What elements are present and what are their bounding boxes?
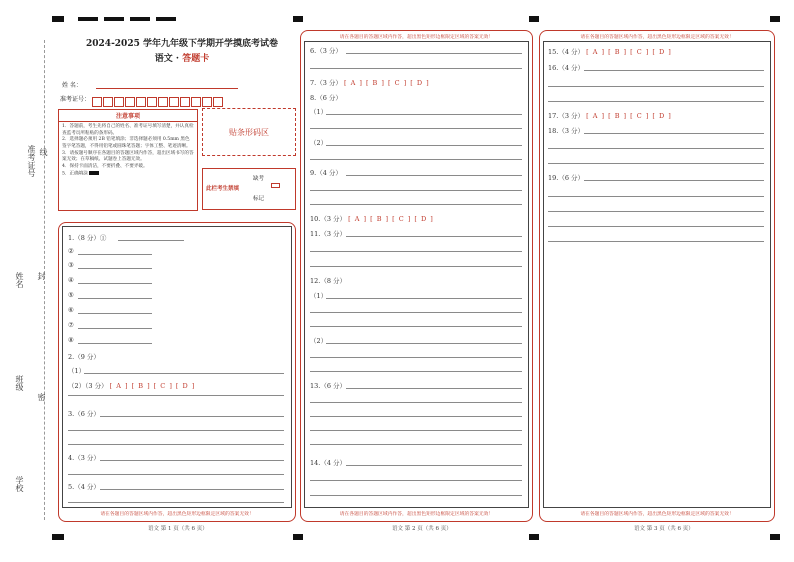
timing-mark (52, 534, 64, 540)
absent-missing-label: 缺考 (253, 176, 265, 182)
q7-options[interactable]: [ A ] [ B ] [ C ] [ D ] (343, 79, 430, 87)
answer-line[interactable] (68, 395, 284, 396)
answer-line[interactable] (310, 444, 522, 445)
answer-line[interactable] (68, 502, 284, 503)
timing-mark (130, 17, 150, 21)
exam-title: 2024-2025 学年九年级下学期开学摸底考试卷 (86, 39, 278, 49)
timing-mark (293, 16, 303, 22)
answer-line[interactable] (78, 254, 152, 255)
answer-line[interactable] (346, 388, 522, 389)
timing-mark (78, 17, 98, 21)
q8-1-label: （1） (310, 108, 328, 116)
answer-line[interactable] (100, 460, 284, 461)
notice-item-fill-example: 5．正确填涂 (62, 171, 194, 178)
q1-sub: ⑧ (68, 336, 74, 344)
answer-line[interactable] (326, 114, 522, 115)
q1-sub: ⑦ (68, 321, 74, 329)
barcode-area: 贴条形码区 (202, 108, 296, 156)
notice-item: 4．保持卡面清洁，不要折叠、不要弄破。 (62, 163, 148, 169)
q9-label: 9.（4 分） (310, 169, 342, 177)
side-label-school: 学校 (15, 476, 24, 492)
absent-box (202, 168, 296, 210)
q8-2-label: （2） (310, 139, 328, 147)
q1-sub: ⑤ (68, 291, 74, 299)
answer-line[interactable] (326, 298, 522, 299)
answer-line[interactable] (78, 328, 152, 329)
answer-line[interactable] (548, 148, 764, 149)
answer-line[interactable] (100, 489, 284, 490)
q6-label: 6.（3 分） (310, 47, 342, 55)
answer-line[interactable] (100, 416, 284, 417)
subject-suffix: 答题卡 (182, 54, 210, 64)
notice-item: 3．请按题号顺序在各题目的答题区域内作答，超出区域书写的答案无效；在草稿纸、试题卷上答题无效。 (62, 150, 194, 163)
answer-line[interactable] (310, 480, 522, 481)
warning-bottom-p3: 请在各题目的答题区域内作答，超出黑色矩形边框限定区域的答案无效！ (580, 512, 734, 517)
answer-line[interactable] (548, 163, 764, 164)
answer-line[interactable] (310, 68, 522, 69)
answer-line[interactable] (310, 159, 522, 160)
q2-1-label: （1） (68, 367, 86, 375)
answer-line[interactable] (310, 251, 522, 252)
q1-sub: ⑥ (68, 306, 74, 314)
warning-top-p2: 请在各题目的答题区域内作答，超出黑色矩形边框限定区域的答案无效！ (339, 35, 494, 40)
answer-line[interactable] (548, 211, 764, 212)
answer-line[interactable] (310, 495, 522, 496)
footer-page2: 语文 第 2 页（共 6 页） (392, 526, 452, 532)
side-label-exam-no: 准考证号 (27, 145, 36, 177)
answer-line[interactable] (310, 326, 522, 327)
q1-sub: ④ (68, 276, 74, 284)
answer-line[interactable] (310, 402, 522, 403)
answer-line[interactable] (68, 430, 284, 431)
answer-line[interactable] (118, 240, 184, 241)
timing-mark (529, 16, 539, 22)
binding-line (44, 40, 45, 520)
q17-label: 17.（3 分） [ A ] [ B ] [ C ] [ D ] (548, 112, 672, 120)
answer-line[interactable] (78, 283, 152, 284)
timing-mark (770, 16, 780, 22)
q15-options[interactable]: [ A ] [ B ] [ C ] [ D ] (586, 48, 672, 56)
answer-line[interactable] (310, 312, 522, 313)
notice-box (58, 109, 198, 211)
warning-top-p3: 请在各题目的答题区域内作答，超出黑色矩形边框限定区域的答案无效！ (580, 35, 734, 40)
answer-line[interactable] (310, 430, 522, 431)
exam-no-label: 准考证号： (60, 96, 91, 103)
answer-line[interactable] (584, 133, 764, 134)
timing-mark (104, 17, 124, 21)
q12-label: 12.（8 分） (310, 277, 347, 285)
side-label-line: 线 (39, 148, 48, 156)
footer-page1: 语文 第 1 页（共 6 页） (148, 526, 208, 532)
q8-label: 8.（6 分） (310, 94, 342, 102)
q2-options[interactable]: [ A ] [ B ] [ C ] [ D ] (109, 382, 196, 390)
answer-line[interactable] (68, 474, 284, 475)
timing-mark (293, 534, 303, 540)
answer-line[interactable] (548, 226, 764, 227)
q1-label: 1.（8 分）① (68, 234, 107, 242)
absent-label: 此栏考生禁填 (206, 186, 240, 192)
answer-line[interactable] (346, 175, 522, 176)
notice-item: 1．答题前，考生先将自己的姓名、准考证号填写清楚，并认真检查监考员所粘贴的条形码。 (62, 124, 194, 136)
fill-sample (89, 171, 99, 175)
answer-line[interactable] (584, 180, 764, 181)
timing-mark (529, 534, 539, 540)
answer-line[interactable] (310, 190, 522, 191)
notice-item: 2．选择题必须用 2B 铅笔填涂；非选择题必须用 0.5mm 黑色签字笔答题，不得用铅笔或圆珠笔答题；字体工整、笔迹清晰。 (62, 137, 191, 149)
answer-line[interactable] (326, 145, 522, 146)
side-label-class: 班级 (15, 375, 24, 391)
q2-2-label: （2）（3 分） [ A ] [ B ] [ C ] [ D ] (68, 382, 196, 390)
q2-label: 2.（9 分） (68, 353, 100, 361)
warning-bottom-p2: 请在各题目的答题区域内作答，超出黑色矩形边框限定区域的答案无效！ (339, 512, 494, 517)
subject-prefix: 语文 · (154, 54, 183, 64)
timing-mark (156, 17, 176, 21)
q7-label: 7.（3 分） [ A ] [ B ] [ C ] [ D ] (310, 79, 430, 87)
answer-line[interactable] (310, 204, 522, 205)
side-label-seal: 封 (37, 272, 46, 280)
q5-label: 5.（4 分） (68, 483, 100, 491)
q3-label: 3.（6 分） (68, 410, 100, 418)
answer-line[interactable] (548, 101, 764, 102)
answer-line[interactable] (78, 298, 152, 299)
answer-line[interactable] (78, 313, 152, 314)
answer-line[interactable] (346, 53, 522, 54)
name-field[interactable] (96, 88, 238, 89)
notice-title: 注意事项 (59, 110, 197, 122)
answer-line[interactable] (68, 444, 284, 445)
page2-inner-box (304, 41, 529, 508)
answer-line[interactable] (310, 357, 522, 358)
answer-line[interactable] (310, 128, 522, 129)
q1-sub: ② (68, 247, 74, 255)
side-label-name: 姓名 (15, 272, 24, 288)
q11-label: 11.（3 分） (310, 230, 347, 238)
answer-line[interactable] (548, 241, 764, 242)
q15-label: 15.（4 分） [ A ] [ B ] [ C ] [ D ] (548, 48, 672, 56)
answer-line[interactable] (78, 343, 152, 344)
absent-mark-label: 标记 (253, 196, 265, 202)
answer-line[interactable] (326, 343, 522, 344)
q17-options[interactable]: [ A ] [ B ] [ C ] [ D ] (586, 112, 672, 120)
answer-line[interactable] (310, 371, 522, 372)
q12-2-label: （2） (310, 337, 328, 345)
q1-sub: ③ (68, 261, 74, 269)
answer-line[interactable] (84, 373, 284, 374)
q14-label: 14.（4 分） (310, 459, 347, 467)
q19-label: 19.（6 分） (548, 174, 585, 182)
answer-line[interactable] (548, 196, 764, 197)
q10-label: 10.（3 分） [ A ] [ B ] [ C ] [ D ] (310, 215, 434, 223)
answer-line[interactable] (78, 268, 152, 269)
answer-line[interactable] (346, 465, 522, 466)
q13-label: 13.（6 分） (310, 382, 347, 390)
absent-checkbox[interactable] (271, 183, 280, 188)
answer-line[interactable] (310, 266, 522, 267)
answer-line[interactable] (584, 70, 764, 71)
subject-title (68, 51, 296, 64)
q4-label: 4.（3 分） (68, 454, 100, 462)
side-label-dense: 密 (37, 393, 46, 401)
timing-mark (52, 16, 64, 22)
timing-mark (770, 534, 780, 540)
q10-options[interactable]: [ A ] [ B ] [ C ] [ D ] (348, 215, 434, 223)
q12-1-label: （1） (310, 292, 328, 300)
warning-bottom-p1: 请在各题目的答题区域内作答，超出黑色矩形边框限定区域的答案无效！ (100, 512, 254, 517)
footer-page3: 语文 第 3 页（共 6 页） (634, 526, 694, 532)
answer-line[interactable] (310, 416, 522, 417)
q16-label: 16.（4 分） (548, 64, 585, 72)
q18-label: 18.（3 分） (548, 127, 585, 135)
name-label: 姓 名： (62, 82, 82, 89)
answer-line[interactable] (548, 86, 764, 87)
answer-line[interactable] (346, 236, 522, 237)
